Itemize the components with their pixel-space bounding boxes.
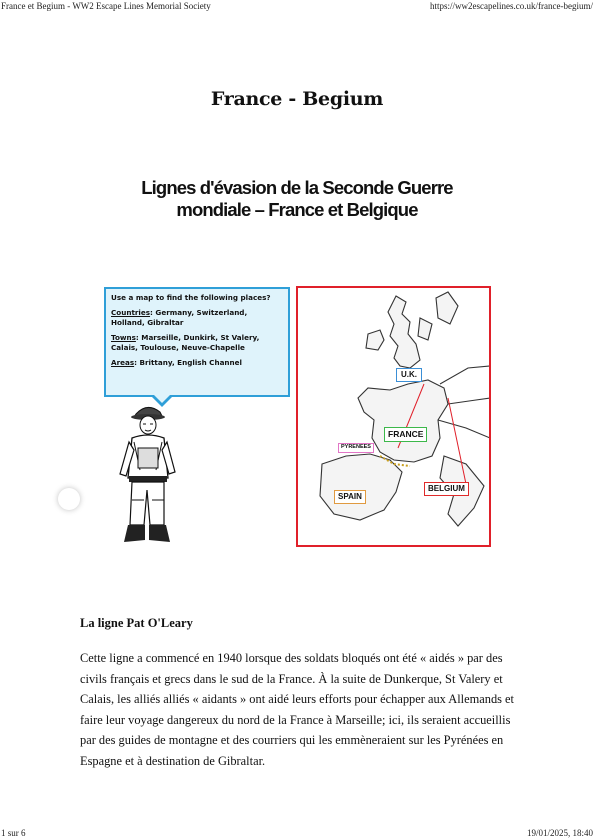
bubble-towns bbox=[111, 333, 283, 353]
hero-heading-line-2: mondiale – France et Belgique bbox=[176, 199, 418, 220]
bubble-countries-label: Countries bbox=[111, 308, 151, 317]
print-header-url[interactable]: https://ww2escapelines.co.uk/france-begium/ bbox=[430, 1, 593, 11]
bubble-areas bbox=[111, 358, 283, 368]
scroll-handle[interactable] bbox=[58, 488, 80, 510]
print-datetime: 19/01/2025, 18:40 bbox=[526, 828, 593, 838]
map-label-pyrenees: PYRENEES bbox=[338, 443, 374, 453]
map-outline bbox=[298, 288, 491, 547]
bubble-towns-text: : Marseille, Dunkirk, St Valery, Calais, Toulouse, Neuve-Chapelle bbox=[111, 333, 260, 352]
speech-bubble bbox=[104, 287, 290, 397]
bubble-areas-label: Areas bbox=[111, 358, 135, 367]
hero-heading-image bbox=[0, 177, 594, 221]
bubble-towns-label: Towns bbox=[111, 333, 136, 342]
bubble-areas-text: : Brittany, English Channel bbox=[134, 358, 242, 367]
bubble-intro: Use a map to find the following places? bbox=[111, 293, 271, 302]
soldier-illustration bbox=[112, 400, 182, 550]
print-header bbox=[0, 0, 594, 14]
map-label-spain: SPAIN bbox=[334, 490, 366, 504]
print-footer bbox=[0, 826, 594, 840]
page-title: France - Begium bbox=[210, 88, 384, 110]
map-label-france: FRANCE bbox=[384, 427, 427, 442]
page-number: 1 sur 6 bbox=[1, 828, 26, 838]
section-heading: La ligne Pat O'Leary bbox=[80, 616, 193, 630]
bubble-countries bbox=[111, 308, 283, 328]
section-paragraph: Cette ligne a commencé en 1940 lorsque des soldats bloqués ont été « aidés » par des civils français et grecs dans le sud de la France. À la suite de Dunkerque, St Valery et Calais, les alliés alliés « aidants » ont aidé leurs efforts pour échapper aux Allemands et faire leur voyage dangereux du nord de la France à Marseille; ici, ils seraient accueillis par des guides de montagne et des courriers qui les emmèneraient sur les Pyrénées en Espagne et à destination de Gibraltar. bbox=[80, 651, 515, 768]
map-figure bbox=[296, 286, 491, 547]
print-header-title: France et Begium - WW2 Escape Lines Memorial Society bbox=[1, 1, 211, 11]
bubble-countries-text: : Germany, Switzerland, Holland, Gibraltar bbox=[111, 308, 248, 327]
map-label-belgium: BELGIUM bbox=[424, 482, 469, 496]
map-label-uk: U.K. bbox=[396, 368, 422, 382]
hero-heading-line-1: Lignes d'évasion de la Seconde Guerre bbox=[141, 177, 453, 198]
